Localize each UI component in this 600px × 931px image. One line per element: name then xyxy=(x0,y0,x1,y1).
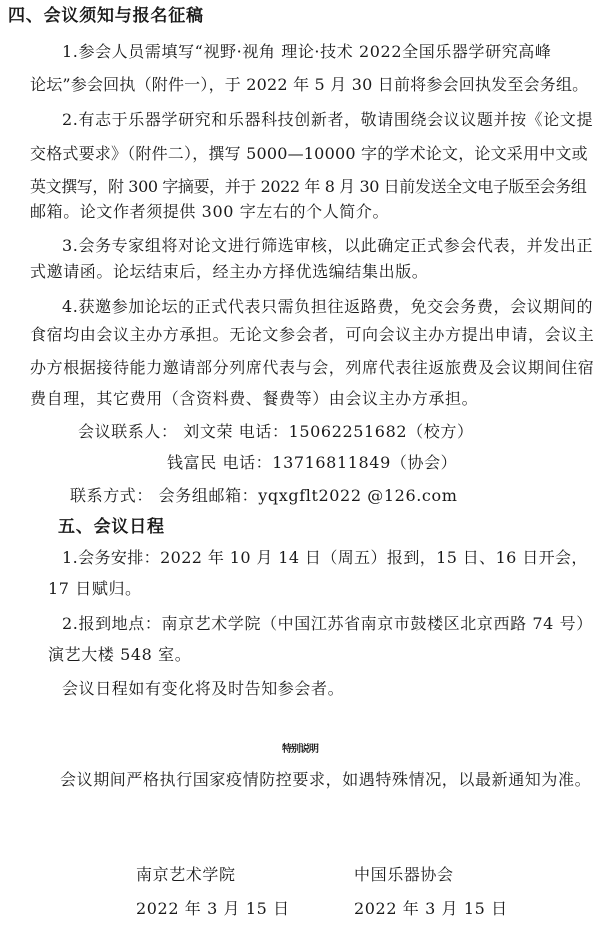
section-4-item-4-line-2: 食宿均由会议主办方承担。无论文参会者，可向会议主办方提出申请，会议主 xyxy=(30,325,595,344)
section-4-item-2-line-4: 邮箱。论文作者须提供 300 字左右的个人简介。 xyxy=(30,202,390,221)
section-4-heading: 四、会议须知与报名征稿 xyxy=(8,6,204,26)
contact-email-line: 联系方式： 会务组邮箱：yqxgflt2022 @126.com xyxy=(70,486,458,505)
section-4-item-4-line-3: 办方根据接待能力邀请部分列席代表与会，列席代表往返旅费及会议期间住宿 xyxy=(30,358,595,377)
section-4-item-1-line-1: 1.参会人员需填写“视野·视角 理论·技术 2022全国乐器学研究高峰 xyxy=(62,42,552,61)
signature-org-2: 中国乐器协会 xyxy=(354,865,454,884)
section-4-item-2-line-1: 2.有志于乐器学研究和乐器科技创新者，敬请围绕会议议题并按《论文提 xyxy=(62,110,594,129)
section-5-heading: 五、会议日程 xyxy=(58,517,165,537)
section-4-item-2-line-3: 英文撰写，附 300 字摘要，并于 2022 年 8 月 30 日前发送全文电子版至会务组 xyxy=(30,177,587,196)
section-5-item-1-line-2: 17 日赋归。 xyxy=(48,579,142,598)
section-4-item-1-line-2: 论坛”参会回执（附件一），于 2022 年 5 月 30 日前将参会回执发至会务组。 xyxy=(30,75,589,94)
section-4-item-4-line-1: 4.获邀参加论坛的正式代表只需负担往返路费，免交会务费，会议期间的 xyxy=(62,297,594,316)
signature-org-1: 南京艺术学院 xyxy=(136,865,236,884)
signature-date-2: 2022 年 3 月 15 日 xyxy=(354,899,508,918)
signature-date-1: 2022 年 3 月 15 日 xyxy=(136,899,290,918)
contact-person-1: 会议联系人： 刘文荣 电话：15062251682（校方） xyxy=(78,422,474,441)
section-5-item-2-line-1: 2.报到地点：南京艺术学院（中国江苏省南京市鼓楼区北京西路 74 号） xyxy=(62,614,593,633)
contact-person-2: 钱富民 电话：13716811849（协会） xyxy=(167,453,458,472)
special-notice-title: 特别说明 xyxy=(282,744,318,755)
special-notice-text: 会议期间严格执行国家疫情防控要求，如遇特殊情况，以最新通知为准。 xyxy=(60,770,592,789)
section-4-item-2-line-2: 交格式要求》（附件二），撰写 5000—10000 字的学术论文，论文采用中文或 xyxy=(30,144,588,163)
section-4-item-3-line-2: 式邀请函。论坛结束后，经主办方择优选编结集出版。 xyxy=(30,262,429,281)
section-5-item-1-line-1: 1.会务安排：2022 年 10 月 14 日（周五）报到，15 日、16 日开会， xyxy=(62,548,588,567)
section-5-item-2-line-2: 演艺大楼 548 室。 xyxy=(48,645,192,664)
section-4-item-3-line-1: 3.会务专家组将对论文进行筛选审核，以此确定正式参会代表，并发出正 xyxy=(62,236,594,255)
schedule-change-note: 会议日程如有变化将及时告知参会者。 xyxy=(62,679,345,698)
section-4-item-4-line-4: 费自理，其它费用（含资料费、餐费等）由会议主办方承担。 xyxy=(30,389,479,408)
